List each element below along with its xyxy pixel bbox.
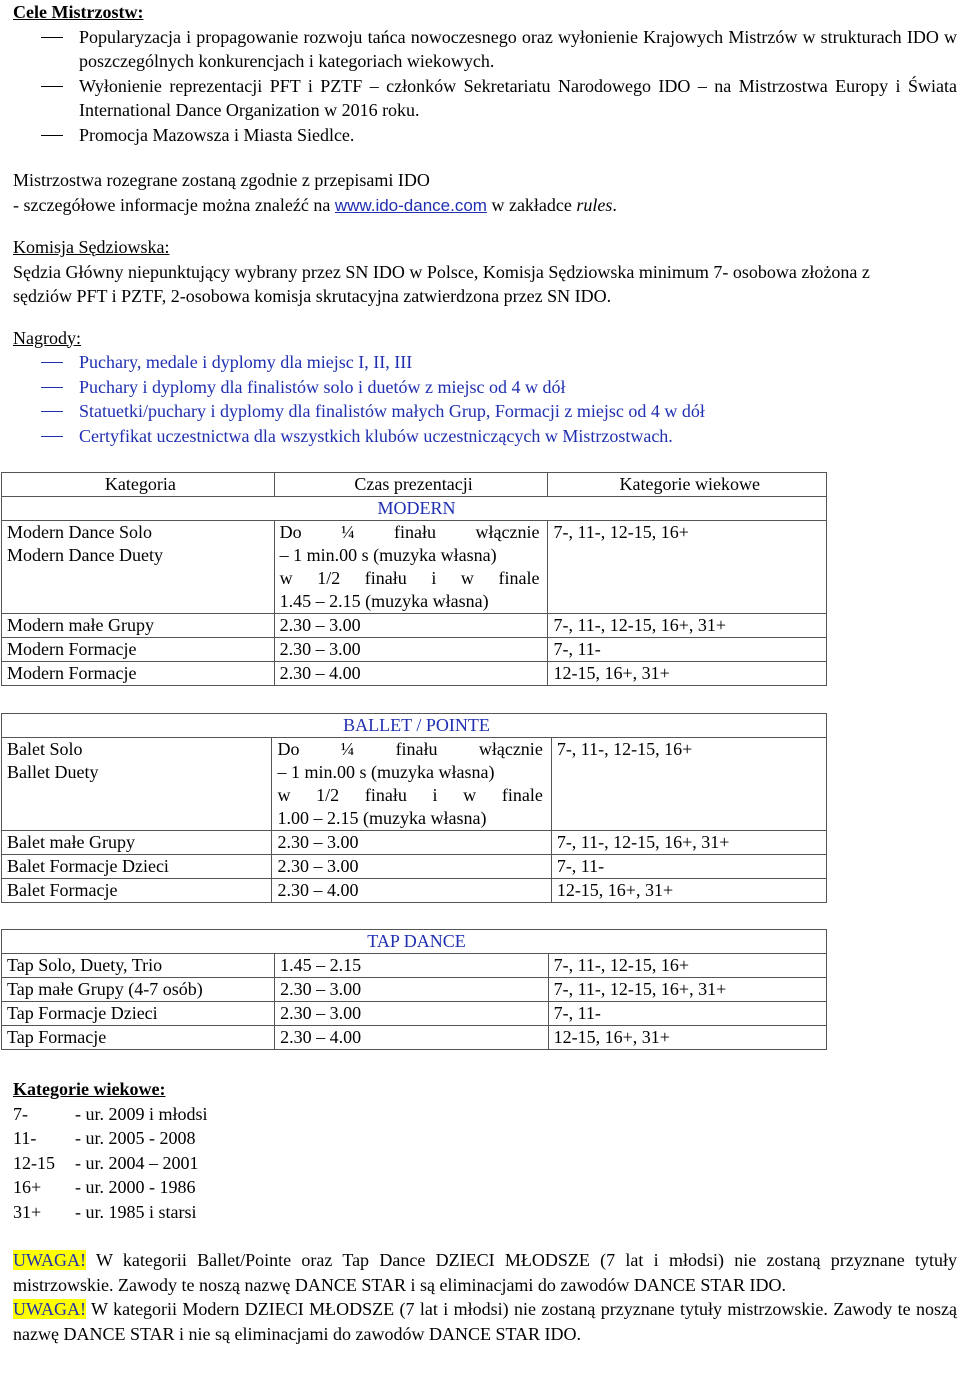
table-row: Tap Formacje Dzieci 2.30 – 3.00 7-, 11- (2, 1002, 827, 1026)
ages-list (13, 1102, 957, 1225)
document-page (7, 0, 957, 1346)
table-cell: Modern Dance Solo Modern Dance Duety (2, 521, 275, 614)
dash-icon (41, 362, 63, 363)
rules-info: - szczegółowe informacje można znaleźć na www.ido-dance.com w zakładce rules. (13, 194, 617, 215)
goals-section (13, 0, 957, 147)
warning-note: UWAGA! W kategorii Ballet/Pointe oraz Tap Dance DZIECI MŁODSZE (7 lat i młodsi) nie zostaną przyznane tytuły mistrzowskie. Zawody te noszą nazwę DANCE STAR i są eliminacjami do zawodów DANCE STAR IDO. (13, 1250, 957, 1295)
warnings-section (13, 1248, 957, 1346)
list-item: 31+ - ur. 1985 i starsi (13, 1201, 197, 1222)
table-header-row (2, 473, 827, 497)
list-item: Wyłonienie reprezentacji PFT i PZTF – członków Sekretariatu Narodowego IDO – na Mistrzostwa Europy i Świata International Dance Organization w 2016 roku. (13, 74, 957, 123)
awards-list (13, 350, 957, 448)
table-row: Modern Formacje 2.30 – 4.00 12-15, 16+, 31+ (2, 662, 827, 686)
dash-icon (41, 387, 63, 388)
section-row-ballet (2, 714, 827, 738)
dash-icon (41, 86, 63, 87)
ballet-table (1, 713, 827, 903)
awards-title: Nagrody: (13, 327, 81, 348)
table-cell: Do ¼ finału włącznie – 1 min.00 s (muzyka własna) w 1/2 finału i w finale 1.45 – 2.15 (muzyka własna) (274, 521, 548, 614)
list-item: 16+ - ur. 2000 - 1986 (13, 1177, 196, 1197)
rules-section (13, 168, 957, 218)
warning-note: UWAGA! W kategorii Modern DZIECI MŁODSZE (7 lat i młodsi) nie zostaną przyznane tytuły mistrzowskie. Zawody te noszą nazwę DANCE STAR i nie są eliminacjami do zawodów DANCE STAR IDO. (13, 1299, 957, 1344)
list-item: Popularyzacja i propagowanie rozwoju tańca nowoczesnego oraz wyłonienie Krajowych Mistrzów w strukturach IDO w poszczególnych konkurencjach i kategoriach wiekowych. (13, 25, 957, 74)
list-item: Puchary i dyplomy dla finalistów solo i duetów z miejsc od 4 w dół (13, 375, 957, 400)
goals-title: Cele Mistrzostw: (13, 2, 144, 22)
list-item: Certyfikat uczestnictwa dla wszystkich klubów uczestniczących w Mistrzostwach. (13, 424, 957, 449)
list-item: Promocja Mazowsza i Miasta Siedlce. (13, 123, 957, 148)
table-row: Balet Formacje Dzieci 2.30 – 3.00 7-, 11- (2, 855, 827, 879)
list-item: 11- - ur. 2005 - 2008 (13, 1128, 196, 1148)
tap-table (1, 929, 827, 1050)
table-row: Balet małe Grupy 2.30 – 3.00 7-, 11-, 12-15, 16+, 31+ (2, 831, 827, 855)
table-cell: Balet Solo Ballet Duety (2, 738, 272, 831)
section-row-tap (2, 930, 827, 954)
dash-icon (41, 411, 63, 412)
list-item: Statuetki/puchary i dyplomy dla finalistów małych Grup, Formacji z miejsc od 4 w dół (13, 399, 957, 424)
section-title-modern: MODERN (2, 497, 827, 521)
category-table (1, 472, 827, 686)
table-row: Modern małe Grupy 2.30 – 3.00 7-, 11-, 12-15, 16+, 31+ (2, 614, 827, 638)
awards-section (13, 326, 957, 449)
warning-label: UWAGA! (13, 1299, 86, 1319)
list-item: 7- - ur. 2009 i młodsi (13, 1103, 208, 1124)
table-cell: Do ¼ finału włącznie – 1 min.00 s (muzyka własna) w 1/2 finału i w finale 1.00 – 2.15 (muzyka własna) (272, 738, 551, 831)
rules-line: Mistrzostwa rozegrane zostaną zgodnie z przepisami IDO (13, 170, 430, 190)
ido-link[interactable]: www.ido-dance.com (334, 195, 487, 215)
ages-title: Kategorie wiekowe: (13, 1079, 166, 1099)
dash-icon (41, 135, 63, 136)
dash-icon (41, 436, 63, 437)
table-row (2, 738, 827, 831)
table-cell: 7-, 11-, 12-15, 16+ (548, 521, 827, 614)
list-item: 12-15 - ur. 2004 – 2001 (13, 1152, 199, 1173)
table-row: Modern Formacje 2.30 – 3.00 7-, 11- (2, 638, 827, 662)
col-header-category: Kategoria (2, 473, 275, 497)
list-item: Puchary, medale i dyplomy dla miejsc I, II, III (13, 350, 957, 375)
ages-section (13, 1077, 957, 1224)
table-row (2, 521, 827, 614)
section-title-tap: TAP DANCE (2, 930, 827, 954)
jury-text: Sędzia Główny niepunktujący wybrany przez SN IDO w Polsce, Komisja Sędziowska minimum 7- osobowa złożona z sędziów PFT i PZTF, 2-osobowa komisja skrutacyjna zatwierdzona przez SN IDO. (13, 261, 870, 306)
col-header-age: Kategorie wiekowe (548, 473, 827, 497)
dash-icon (41, 37, 63, 38)
section-title-ballet: BALLET / POINTE (2, 714, 827, 738)
goals-list (13, 25, 957, 148)
table-row: Tap małe Grupy (4-7 osób) 2.30 – 3.00 7-, 11-, 12-15, 16+, 31+ (2, 978, 827, 1002)
col-header-time: Czas prezentacji (274, 473, 548, 497)
jury-title: Komisja Sędziowska: (13, 237, 170, 257)
table-row: Tap Solo, Duety, Trio 1.45 – 2.15 7-, 11-, 12-15, 16+ (2, 954, 827, 978)
table-row: Balet Formacje 2.30 – 4.00 12-15, 16+, 31+ (2, 879, 827, 903)
jury-section (13, 235, 957, 309)
table-row: Tap Formacje 2.30 – 4.00 12-15, 16+, 31+ (2, 1026, 827, 1050)
section-row-modern (2, 497, 827, 521)
table-cell: 7-, 11-, 12-15, 16+ (551, 738, 826, 831)
warning-label: UWAGA! (13, 1250, 86, 1270)
